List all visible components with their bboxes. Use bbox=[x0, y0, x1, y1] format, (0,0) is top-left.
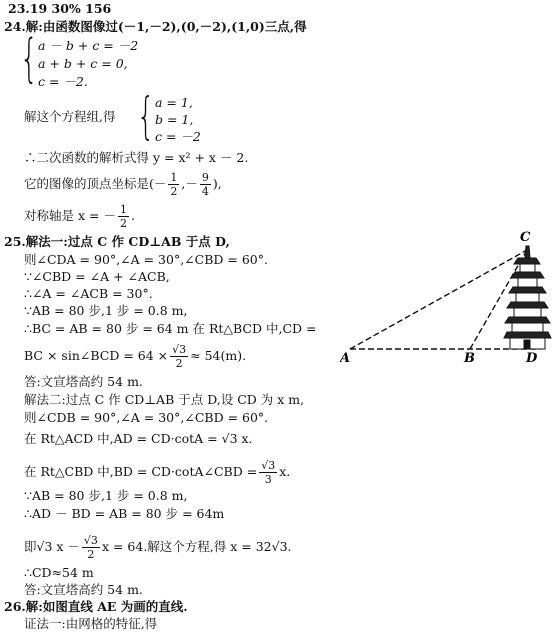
q25-line-11: 在 Rt△ACD 中,AD = CD·cotA = √3 x. bbox=[24, 431, 253, 446]
q25-answer-1: 答:文宣塔高约 54 m. bbox=[24, 374, 143, 389]
q25-line-13: ∵AB = 80 步,1 步 = 0.8 m, bbox=[24, 488, 188, 503]
l7-suffix: ≈ 54(m). bbox=[190, 348, 247, 363]
vertex-y-denominator: 4 bbox=[201, 185, 209, 198]
q25-line-6: ∴BC = AB = 80 步 = 64 m 在 Rt△BCD 中,CD = bbox=[24, 321, 317, 336]
label-a: A bbox=[340, 351, 351, 366]
l15-suffix: x = 64.解这个方程,得 x = 32√3. bbox=[101, 539, 292, 554]
q25-answer-2: 答:文宣塔高约 54 m. bbox=[24, 582, 143, 597]
vertex-suffix: ), bbox=[212, 176, 222, 191]
vertex-prefix: 它的图像的顶点坐标是(－ bbox=[24, 176, 167, 191]
q25-line-14: ∴AD － BD = AB = 80 步 = 64m bbox=[24, 506, 225, 521]
l12-prefix: 在 Rt△CBD 中,BD = CD·cotA∠CBD = bbox=[24, 464, 258, 479]
l12-denominator: 3 bbox=[264, 473, 272, 486]
vertex-mid: ,－ bbox=[181, 176, 198, 191]
q24-header: 24.解:由函数图像过(－1,－2),(0,－2),(1,0)三点,得 bbox=[4, 19, 307, 34]
vertex-line bbox=[24, 172, 222, 197]
system-eq-2: a + b + c = 0, bbox=[38, 56, 128, 71]
system-eq-1: a － b + c = －2 bbox=[38, 38, 139, 53]
vertex-x-numerator: 1 bbox=[170, 171, 178, 184]
l7-prefix: BC × sin∠BCD = 64 × bbox=[24, 348, 169, 363]
vertex-x-denominator: 2 bbox=[170, 185, 178, 198]
q25-line-7 bbox=[24, 344, 246, 369]
q25-line-15 bbox=[24, 535, 292, 560]
label-b: B bbox=[464, 351, 475, 366]
q26-line-1: 26.解:如图直线 AE 为画的直线. bbox=[4, 599, 188, 614]
system-eq-3: c = －2. bbox=[38, 74, 88, 89]
q25-line-2: 则∠CDA = 90°,∠A = 30°,∠CBD = 60°. bbox=[24, 252, 268, 267]
l12-fraction bbox=[259, 460, 277, 485]
axis-line bbox=[24, 204, 135, 229]
l7-fraction bbox=[170, 344, 188, 369]
vertex-x-fraction bbox=[168, 172, 179, 197]
label-c: C bbox=[520, 230, 531, 245]
l7-numerator: √3 bbox=[172, 343, 187, 356]
q25-line-5: ∵AB = 80 步,1 步 = 0.8 m, bbox=[24, 303, 188, 318]
vertex-y-fraction bbox=[200, 172, 211, 197]
solution-b: b = 1, bbox=[155, 112, 194, 127]
q25-line-1: 25.解法一:过点 C 作 CD⊥AB 于点 D, bbox=[4, 234, 230, 249]
q25-line-4: ∴∠A = ∠ACB = 30°. bbox=[24, 286, 153, 301]
solve-prefix: 解这个方程组,得 bbox=[24, 109, 116, 124]
l15-prefix: 即√3 x － bbox=[24, 539, 80, 554]
q25-line-9: 解法二:过点 C 作 CD⊥AB 于点 D,设 CD 为 x m, bbox=[24, 392, 305, 407]
l12-numerator: √3 bbox=[261, 459, 276, 472]
solution-a: a = 1, bbox=[155, 95, 193, 110]
solution-brace: { bbox=[137, 87, 155, 145]
axis-suffix: . bbox=[130, 208, 135, 223]
l15-denominator: 2 bbox=[87, 548, 95, 561]
pagoda-figure bbox=[340, 228, 553, 368]
label-d: D bbox=[526, 351, 538, 366]
quadratic-expression: ∴二次函数的解析式得 y = x² + x － 2. bbox=[24, 150, 249, 165]
line-ac bbox=[350, 250, 527, 349]
axis-numerator: 1 bbox=[119, 203, 127, 216]
axis-fraction bbox=[118, 204, 129, 229]
system-brace: { bbox=[20, 29, 39, 89]
q25-line-16: ∴CD≈54 m bbox=[24, 565, 94, 580]
solution-c: c = －2 bbox=[155, 129, 201, 144]
pagoda-icon bbox=[504, 246, 551, 349]
q26-line-2: 证法一:由网格的特征,得 bbox=[24, 616, 158, 631]
l15-fraction bbox=[82, 535, 100, 560]
l15-numerator: √3 bbox=[83, 534, 98, 547]
axis-denominator: 2 bbox=[119, 217, 127, 230]
q25-line-12 bbox=[24, 460, 290, 485]
l12-suffix: x. bbox=[279, 464, 291, 479]
axis-prefix: 对称轴是 x = － bbox=[24, 208, 116, 223]
q25-line-10: 则∠CDB = 90°,∠A = 30°,∠CBD = 60°. bbox=[24, 410, 269, 425]
q23-answers: 23.19 30% 156 bbox=[8, 1, 112, 16]
l7-denominator: 2 bbox=[175, 357, 183, 370]
q25-line-3: ∵∠CBD = ∠A + ∠ACB, bbox=[24, 269, 170, 284]
vertex-y-numerator: 9 bbox=[201, 171, 209, 184]
